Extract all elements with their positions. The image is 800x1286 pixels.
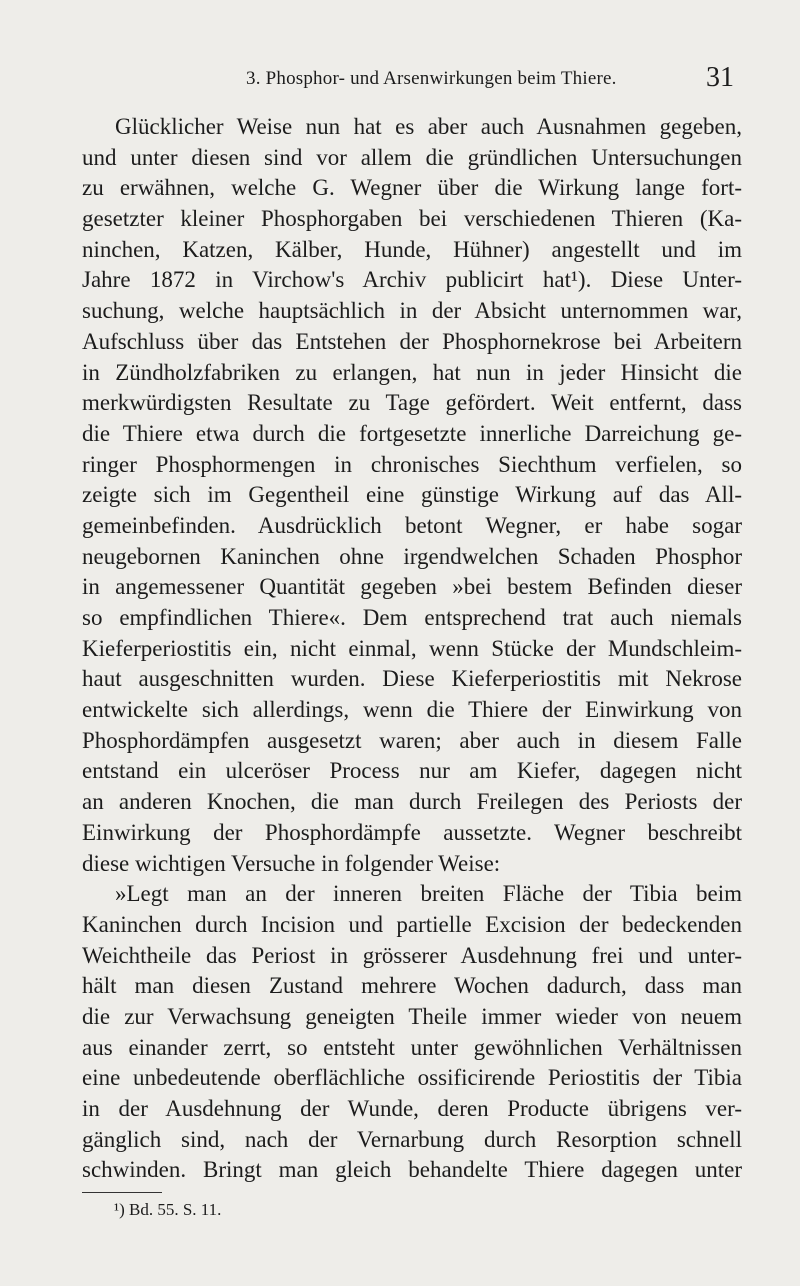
text-line: Jahre 1872 in Virchow's Archiv publicirt hat¹). Diese Unter- [82, 267, 742, 293]
text-line: zu erwähnen, welche G. Wegner über die Wirkung lange fort- [82, 175, 742, 201]
text-line: ringer Phosphormengen in chronisches Siechthum verfielen, so [82, 451, 742, 477]
running-title: 3. Phosphor- und Arsenwirkungen beim Thiere. [246, 68, 617, 89]
text-line: entstand ein ulceröser Process nur am Kiefer, dagegen nicht [82, 758, 742, 784]
quote-line: hält man diesen Zustand mehrere Wochen dadurch, dass man [82, 973, 742, 999]
body-text [82, 112, 742, 1186]
footnote: ¹) Bd. 55. S. 11. [114, 1200, 222, 1219]
quote-line: die zur Verwachsung geneigten Theile immer wieder von neuem [82, 1003, 742, 1029]
quote-line: Weichtheile das Periost in grösserer Ausdehnung frei und unter- [82, 942, 742, 968]
text-line: zeigte sich im Gegentheil eine günstige Wirkung auf das All- [82, 482, 742, 508]
text-line: in angemessener Quantität gegeben »bei bestem Befinden dieser [82, 574, 742, 600]
quote-line: Kaninchen durch Incision und partielle Excision der bedeckenden [82, 911, 742, 937]
text-line: suchung, welche hauptsächlich in der Absicht unternommen war, [82, 298, 742, 324]
text-line: die Thiere etwa durch die fortgesetzte innerliche Darreichung ge- [82, 420, 742, 446]
quote-line: aus einander zerrt, so entsteht unter gewöhnlichen Verhältnissen [82, 1034, 742, 1060]
text-line: an anderen Knochen, die man durch Freilegen des Periosts der [82, 789, 742, 815]
text-line: Glücklicher Weise nun hat es aber auch Ausnahmen gegeben, [115, 114, 742, 139]
text-line: so empfindlichen Thiere«. Dem entsprechend trat auch niemals [82, 605, 742, 630]
text-line: ninchen, Katzen, Kälber, Hunde, Hühner) angestellt und im [82, 236, 742, 262]
quote-line: schwinden. Bringt man gleich behandelte Thiere dagegen unter [82, 1157, 742, 1183]
quote-line: gänglich sind, nach der Vernarbung durch Resorption schnell [82, 1126, 742, 1152]
text-line: merkwürdigsten Resultate zu Tage gefördert. Weit entfernt, dass [82, 390, 742, 416]
text-line: Kieferperiostitis ein, nicht einmal, wenn Stücke der Mundschleim- [82, 635, 742, 661]
text-line: diese wichtigen Versuche in folgender Weise: [82, 850, 501, 876]
quote-line: »Legt man an der inneren breiten Fläche der Tibia beim [115, 881, 742, 907]
page-number: 31 [706, 62, 734, 93]
text-line: Einwirkung der Phosphordämpfe aussetzte. Wegner beschreibt [82, 819, 742, 845]
text-line: in Zündholzfabriken zu erlangen, hat nun in jeder Hinsicht die [82, 359, 742, 385]
text-line: gemeinbefinden. Ausdrücklich betont Wegner, er habe sogar [82, 512, 742, 538]
text-line: und unter diesen sind vor allem die gründlichen Untersuchungen [82, 144, 742, 170]
text-line: Aufschluss über das Entstehen der Phosphornekrose bei Arbeitern [82, 328, 742, 354]
footnote-divider [82, 1192, 162, 1193]
quote-line: eine unbedeutende oberflächliche ossificirende Periostitis der Tibia [82, 1065, 742, 1091]
text-line: haut ausgeschnitten wurden. Diese Kieferperiostitis mit Nekrose [82, 666, 742, 692]
text-line: neugebornen Kaninchen ohne irgendwelchen Schaden Phosphor [82, 543, 742, 569]
quote-line: in der Ausdehnung der Wunde, deren Producte übrigens ver- [82, 1096, 742, 1121]
text-line: Phosphordämpfen ausgesetzt waren; aber auch in diesem Falle [82, 727, 742, 753]
text-line: entwickelte sich allerdings, wenn die Thiere der Einwirkung von [82, 697, 742, 723]
text-line: gesetzter kleiner Phosphorgaben bei verschiedenen Thieren (Ka- [82, 206, 742, 232]
